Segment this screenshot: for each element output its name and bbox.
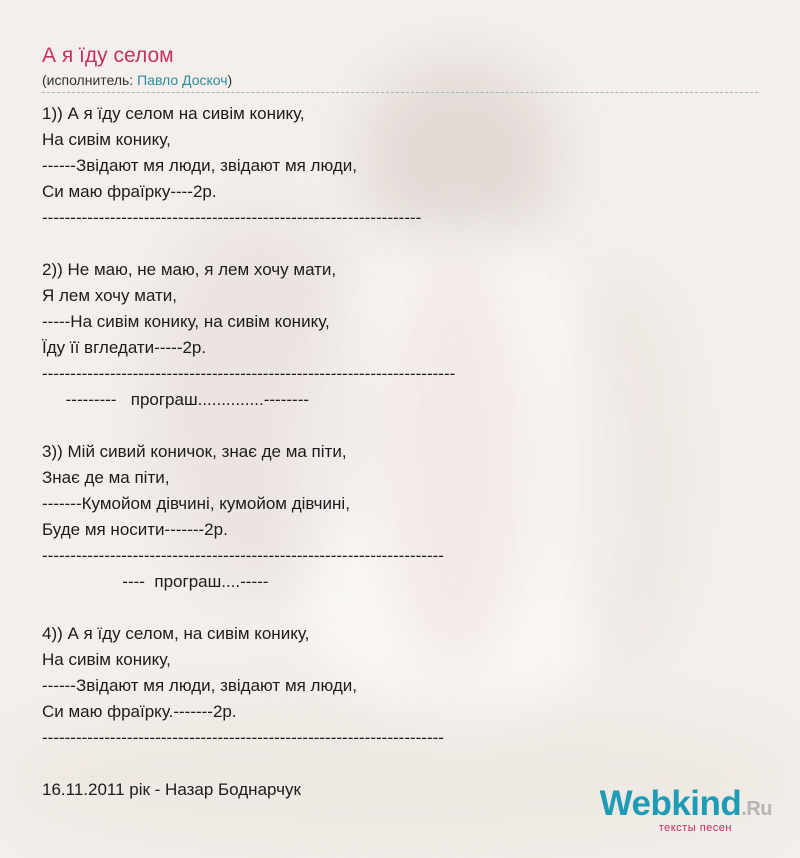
lyric-line: ------------------------------------------------------------------- (42, 208, 422, 227)
lyric-line: Знає де ма піти, (42, 468, 170, 487)
artist-link[interactable]: Павло Доскоч (137, 72, 228, 88)
lyric-line: ------Звідают мя люди, звідают мя люди, (42, 156, 357, 175)
logo-subtitle: тексты песен (658, 822, 732, 834)
lyric-line (42, 231, 758, 257)
lyric-line: Їду її вгледати-----2р. (42, 338, 207, 357)
lyric-line: ------Звідают мя люди, звідают мя люди, (42, 676, 357, 695)
lyric-line: На сивім конику, (42, 650, 171, 669)
logo-main-text: Webkind (599, 784, 742, 823)
artist-line (42, 70, 758, 93)
site-logo[interactable] (599, 784, 772, 834)
lyric-line: 4)) А я їду селом, на сивім конику, (42, 624, 310, 643)
lyric-line: --------- програш..............-------- (42, 390, 310, 409)
lyric-line: ----------------------------------------------------------------------- (42, 546, 444, 565)
lyric-line (42, 751, 758, 777)
lyrics-panel (42, 42, 758, 803)
lyric-line: Си маю фраїрку----2р. (42, 182, 217, 201)
lyric-line: Буде мя носити-------2р. (42, 520, 228, 539)
lyric-line: ----------------------------------------------------------------------- (42, 728, 444, 747)
lyric-line: -----На сивім конику, на сивім конику, (42, 312, 330, 331)
lyric-line: ---- програш....----- (42, 572, 269, 591)
lyric-line: -------Кумойом дівчині, кумойом дівчині, (42, 494, 350, 513)
logo-wordmark (599, 784, 772, 826)
logo-tld: .Ru (741, 798, 772, 820)
lyric-line: 16.11.2011 рік - Назар Боднарчук (42, 780, 301, 799)
lyric-line: Я лем хочу мати, (42, 286, 178, 305)
lyrics-text (42, 101, 758, 803)
lyric-line: На сивім конику, (42, 130, 171, 149)
lyric-line (42, 595, 758, 621)
lyric-line: 2)) Не маю, не маю, я лем хочу мати, (42, 260, 337, 279)
lyric-line: 3)) Мій сивий коничок, знає де ма піти, (42, 442, 347, 461)
song-title: А я їду селом (42, 44, 174, 67)
lyric-line (42, 413, 758, 439)
lyric-line: Си маю фраїрку.-------2р. (42, 702, 237, 721)
lyric-line: 1)) А я їду селом на сивім конику, (42, 104, 305, 123)
artist-prefix: (исполнитель: (42, 72, 138, 88)
lyric-line: ------------------------------------------------------------------------- (42, 364, 456, 383)
artist-suffix: ) (227, 72, 233, 88)
